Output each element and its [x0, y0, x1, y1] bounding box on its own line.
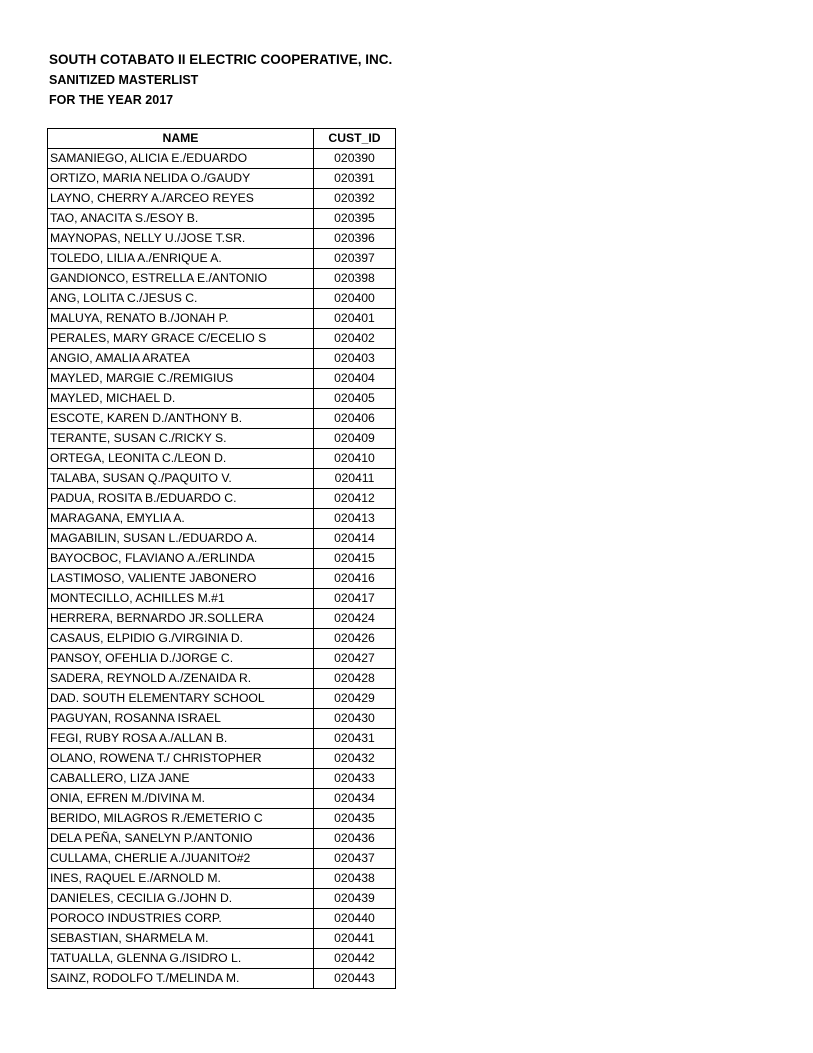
table-row	[48, 429, 396, 449]
customer-name-cell: PERALES, MARY GRACE C/ECELIO S	[48, 329, 314, 349]
customer-name-cell: TATUALLA, GLENNA G./ISIDRO L.	[48, 949, 314, 969]
table-row	[48, 849, 396, 869]
customer-id-cell: 020401	[314, 309, 396, 329]
customer-id-cell: 020397	[314, 249, 396, 269]
customer-name-cell: PADUA, ROSITA B./EDUARDO C.	[48, 489, 314, 509]
table-row	[48, 549, 396, 569]
customer-name-cell: MARAGANA, EMYLIA A.	[48, 509, 314, 529]
customer-name-cell: FEGI, RUBY ROSA A./ALLAN B.	[48, 729, 314, 749]
customer-id-cell: 020435	[314, 809, 396, 829]
customer-id-cell: 020409	[314, 429, 396, 449]
table-row	[48, 649, 396, 669]
table-row	[48, 409, 396, 429]
table-row	[48, 369, 396, 389]
customer-name-cell: ANGIO, AMALIA ARATEA	[48, 349, 314, 369]
table-row	[48, 749, 396, 769]
customer-id-cell: 020416	[314, 569, 396, 589]
customer-id-cell: 020398	[314, 269, 396, 289]
table-row	[48, 529, 396, 549]
table-row	[48, 489, 396, 509]
customer-name-cell: ORTIZO, MARIA NELIDA O./GAUDY	[48, 169, 314, 189]
table-row	[48, 149, 396, 169]
customer-name-cell: SAINZ, RODOLFO T./MELINDA M.	[48, 969, 314, 989]
table-row	[48, 869, 396, 889]
table-row	[48, 509, 396, 529]
customer-name-cell: CASAUS, ELPIDIO G./VIRGINIA D.	[48, 629, 314, 649]
customer-name-cell: HERRERA, BERNARDO JR.SOLLERA	[48, 609, 314, 629]
table-row	[48, 809, 396, 829]
customer-name-cell: TERANTE, SUSAN C./RICKY S.	[48, 429, 314, 449]
customer-name-cell: MALUYA, RENATO B./JONAH P.	[48, 309, 314, 329]
customer-id-cell: 020429	[314, 689, 396, 709]
customer-id-cell: 020437	[314, 849, 396, 869]
table-row	[48, 789, 396, 809]
customer-id-cell: 020413	[314, 509, 396, 529]
customer-id-cell: 020412	[314, 489, 396, 509]
table-row	[48, 829, 396, 849]
customer-name-cell: DELA PEÑA, SANELYN P./ANTONIO	[48, 829, 314, 849]
customer-id-cell: 020415	[314, 549, 396, 569]
customer-id-cell: 020440	[314, 909, 396, 929]
customer-name-cell: OLANO, ROWENA T./ CHRISTOPHER	[48, 749, 314, 769]
table-header	[48, 129, 396, 149]
customer-name-cell: PAGUYAN, ROSANNA ISRAEL	[48, 709, 314, 729]
table-row	[48, 609, 396, 629]
customer-name-cell: LASTIMOSO, VALIENTE JABONERO	[48, 569, 314, 589]
table-row	[48, 909, 396, 929]
table-row	[48, 769, 396, 789]
document-year: FOR THE YEAR 2017	[49, 93, 174, 107]
table-row	[48, 249, 396, 269]
customer-name-cell: ESCOTE, KAREN D./ANTHONY B.	[48, 409, 314, 429]
customer-name-cell: CABALLERO, LIZA JANE	[48, 769, 314, 789]
customer-id-cell: 020439	[314, 889, 396, 909]
table-row	[48, 709, 396, 729]
table-row	[48, 189, 396, 209]
table-row	[48, 729, 396, 749]
table-row	[48, 269, 396, 289]
customer-name-cell: MAYLED, MARGIE C./REMIGIUS	[48, 369, 314, 389]
customer-id-cell: 020434	[314, 789, 396, 809]
customer-id-cell: 020403	[314, 349, 396, 369]
customer-name-cell: ORTEGA, LEONITA C./LEON D.	[48, 449, 314, 469]
customer-id-cell: 020443	[314, 969, 396, 989]
customer-name-cell: SEBASTIAN, SHARMELA M.	[48, 929, 314, 949]
table-row	[48, 289, 396, 309]
table-row	[48, 889, 396, 909]
customer-id-cell: 020400	[314, 289, 396, 309]
customer-id-cell: 020438	[314, 869, 396, 889]
document-subtitle: SANITIZED MASTERLIST	[49, 73, 199, 87]
customer-name-cell: DAD. SOUTH ELEMENTARY SCHOOL	[48, 689, 314, 709]
customer-id-cell: 020411	[314, 469, 396, 489]
customer-id-cell: 020417	[314, 589, 396, 609]
customer-name-cell: TOLEDO, LILIA A./ENRIQUE A.	[48, 249, 314, 269]
table-row	[48, 329, 396, 349]
customer-name-cell: ANG, LOLITA C./JESUS C.	[48, 289, 314, 309]
customer-name-cell: TAO, ANACITA S./ESOY B.	[48, 209, 314, 229]
customer-id-cell: 020432	[314, 749, 396, 769]
customer-id-cell: 020395	[314, 209, 396, 229]
customer-name-cell: BERIDO, MILAGROS R./EMETERIO C	[48, 809, 314, 829]
customer-name-cell: LAYNO, CHERRY A./ARCEO REYES	[48, 189, 314, 209]
customer-id-cell: 020441	[314, 929, 396, 949]
customer-id-cell: 020396	[314, 229, 396, 249]
customer-name-cell: MAGABILIN, SUSAN L./EDUARDO A.	[48, 529, 314, 549]
table-row	[48, 169, 396, 189]
customer-name-cell: INES, RAQUEL E./ARNOLD M.	[48, 869, 314, 889]
table-header-row	[48, 129, 396, 149]
customer-id-cell: 020402	[314, 329, 396, 349]
customer-id-cell: 020414	[314, 529, 396, 549]
table-body	[48, 149, 396, 989]
table-row	[48, 569, 396, 589]
customer-id-cell: 020431	[314, 729, 396, 749]
table-row	[48, 229, 396, 249]
table-row	[48, 929, 396, 949]
table-row	[48, 589, 396, 609]
customer-id-cell: 020433	[314, 769, 396, 789]
customer-id-cell: 020391	[314, 169, 396, 189]
table-row	[48, 669, 396, 689]
column-header-name: NAME	[48, 129, 314, 149]
customer-name-cell: GANDIONCO, ESTRELLA E./ANTONIO	[48, 269, 314, 289]
customer-name-cell: TALABA, SUSAN Q./PAQUITO V.	[48, 469, 314, 489]
table-row	[48, 209, 396, 229]
customer-id-cell: 020426	[314, 629, 396, 649]
table-row	[48, 949, 396, 969]
table-row	[48, 449, 396, 469]
customer-name-cell: BAYOCBOC, FLAVIANO A./ERLINDA	[48, 549, 314, 569]
customer-id-cell: 020405	[314, 389, 396, 409]
document-header	[49, 50, 392, 110]
masterlist-table	[47, 128, 396, 989]
customer-id-cell: 020427	[314, 649, 396, 669]
customer-name-cell: MAYLED, MICHAEL D.	[48, 389, 314, 409]
customer-name-cell: ONIA, EFREN M./DIVINA M.	[48, 789, 314, 809]
table-row	[48, 309, 396, 329]
customer-name-cell: CULLAMA, CHERLIE A./JUANITO#2	[48, 849, 314, 869]
table-row	[48, 689, 396, 709]
customer-name-cell: PANSOY, OFEHLIA D./JORGE C.	[48, 649, 314, 669]
column-header-cust-id: CUST_ID	[314, 129, 396, 149]
customer-id-cell: 020424	[314, 609, 396, 629]
customer-name-cell: SADERA, REYNOLD A./ZENAIDA R.	[48, 669, 314, 689]
customer-id-cell: 020390	[314, 149, 396, 169]
customer-id-cell: 020428	[314, 669, 396, 689]
customer-id-cell: 020442	[314, 949, 396, 969]
table-row	[48, 469, 396, 489]
customer-id-cell: 020410	[314, 449, 396, 469]
table-row	[48, 349, 396, 369]
table-row	[48, 389, 396, 409]
customer-name-cell: MONTECILLO, ACHILLES M.#1	[48, 589, 314, 609]
customer-id-cell: 020404	[314, 369, 396, 389]
customer-name-cell: DANIELES, CECILIA G./JOHN D.	[48, 889, 314, 909]
customer-name-cell: POROCO INDUSTRIES CORP.	[48, 909, 314, 929]
customer-name-cell: SAMANIEGO, ALICIA E./EDUARDO	[48, 149, 314, 169]
customer-id-cell: 020436	[314, 829, 396, 849]
company-name: SOUTH COTABATO II ELECTRIC COOPERATIVE, INC.	[49, 52, 393, 67]
customer-id-cell: 020392	[314, 189, 396, 209]
customer-name-cell: MAYNOPAS, NELLY U./JOSE T.SR.	[48, 229, 314, 249]
table-row	[48, 629, 396, 649]
customer-id-cell: 020430	[314, 709, 396, 729]
customer-id-cell: 020406	[314, 409, 396, 429]
table-row	[48, 969, 396, 989]
